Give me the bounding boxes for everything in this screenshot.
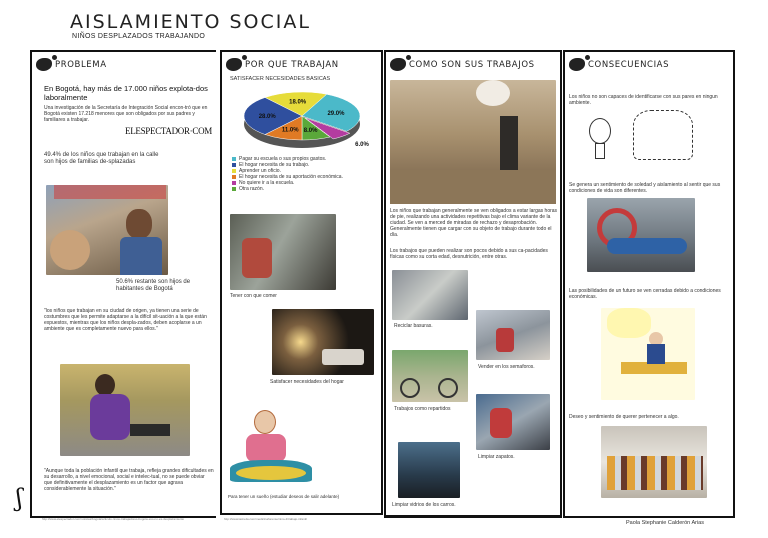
text-loneliness: Se genera un sentimiento de soledad y aislamiento al sentir que sus condiciones de vida son diferentes. (569, 182, 721, 194)
legend-label: No quiere ir a la escuela. (239, 180, 295, 186)
illustration-isolated-kids (583, 110, 695, 162)
text-working-conditions: Los niños que trabajan generalmente se ven obligados a estar largas horas de pie, realizando una actividades repetitivas bajo el clima variante de la ciudad. Se ven a merced de miradas de rechazo y desaprobación. Generalmente tienen que cargar con su objeto de trabajo durante todo el día. (390, 208, 558, 238)
heading-problema: PROBLEMA (55, 59, 107, 70)
legend-label: Aprender un oficio. (239, 168, 281, 174)
ink-splat-icon (569, 58, 585, 71)
pie-label: 11.0% (281, 127, 299, 134)
photo-traffic-vendor (476, 310, 550, 360)
heading-por-que: POR QUE TRABAJAN (245, 59, 339, 70)
page-title: AISLAMIENTO SOCIAL (70, 11, 311, 33)
stat-bogota: 50.6% restante son hijos de habitantes de Bogotá (116, 279, 191, 292)
photo-candle (272, 309, 374, 375)
text-limited-jobs: Los trabajos que pueden realizar son pocos debido a sus ca-pacidades físicas como su corta edad, desnutrición, entre otras. (390, 248, 548, 260)
caption-zapatos: Limpiar zapatos. (478, 454, 515, 460)
quote-adaptation: "los niños que trabajan en su ciudad de origen, ya tienen una serie de costumbres que les permite adaptarse a la difícil sit-uación a la que están expuestos, mientras que los niños despla-zados, deben acoplarse a un ambiente que es completamente nuevo para ellos." (44, 308, 207, 332)
pie-label: 29.0% (327, 110, 345, 117)
photo-street-vendor (390, 80, 556, 204)
column-problema (30, 50, 216, 521)
swirl-ornament-icon: ʃ (16, 484, 23, 512)
legend-label: El hogar necesita de su trabajo. (239, 162, 310, 168)
legend-swatch (232, 163, 236, 167)
caption-sueno: Para tener un sueño (estudiar deseos de salir adelante) (228, 494, 340, 499)
pie-label: 18.0% (289, 99, 307, 106)
illustration-office-man (601, 308, 695, 400)
page-subtitle: NIÑOS DESPLAZADOS TRABAJANDO (72, 33, 206, 40)
author-name: Paola Stephanie Calderón Arias (626, 520, 704, 526)
pie-label: 28.0% (258, 114, 276, 120)
caption-comer: Tener con que comer (230, 293, 277, 299)
column-por-que-trabajan (220, 50, 383, 521)
heading-como-son: COMO SON SUS TRABAJOS (409, 59, 535, 70)
caption-vidrios: Limpiar vidrios de los carros. (392, 502, 456, 508)
headline: En Bogotá, hay más de 17.000 niños explota-dos laboralmente (44, 84, 208, 102)
photo-car-window (398, 442, 460, 498)
source-logo: ELESPECTADOR·COM (125, 126, 212, 136)
intro-text: Una investigación de la Secretaría de Integración Social encon-tró que en Bogotá existen 17.218 menores que son obligados por sus padres y familiares a trabajar. (44, 105, 208, 123)
pie-chart (232, 84, 372, 156)
legend-swatch (232, 187, 236, 191)
column-como-son (384, 50, 562, 518)
pie-label: 8.0% (303, 127, 318, 134)
caption-semaforos: Vender en los semaforos. (478, 364, 535, 370)
column-consecuencias (563, 50, 735, 518)
photo-recycling (392, 270, 468, 320)
photo-bicycle (392, 350, 468, 402)
legend-swatch (232, 181, 236, 185)
legend-swatch (232, 157, 236, 161)
photo-eating (230, 214, 336, 290)
caption-hogar: Satisfacer necesidades del hogar (270, 379, 344, 385)
legend-label: Pagar su escuela o sus propios gastos. (239, 156, 327, 162)
ink-splat-icon (36, 58, 52, 71)
legend-item (232, 186, 382, 192)
heading-consecuencias: CONSECUENCIAS (588, 59, 670, 70)
chart-legend (232, 156, 382, 192)
source-url[interactable]: http://www.elespectador.com/noticias/bogota/articulo-ninos-trabajadores-bogota-eso-no-es-desplazamiento (42, 517, 185, 521)
text-identify: Los niños no son capaces de identificarse con sus pares en ningun ambiente. (569, 94, 718, 106)
caption-reciclar: Reciclar basuras. (394, 323, 433, 329)
photo-child-street (46, 185, 168, 275)
illustration-dreaming-girl (230, 404, 312, 488)
chart-title: SATISFACER NECESIDADES BASICAS (230, 76, 331, 82)
text-belong: Deseo y sentimiento de querer pertenecer a algo. (569, 414, 679, 420)
photo-sleeping-child (587, 198, 695, 272)
legend-label: Otra razón. (239, 186, 265, 192)
ink-splat-icon (226, 58, 242, 71)
legend-label: El hogar necesita de su aportación económica. (239, 174, 343, 180)
legend-swatch (232, 175, 236, 179)
legend-swatch (232, 169, 236, 173)
quote-development: "Aunque toda la población infantil que trabaja, refleja grandes dificultades en su desarrollo, a nivel emocional, social e intelec-tual, no se puede obviar que definitivamente el desplazamiento es un factor que agrava considerablemente la situación." (44, 468, 214, 492)
pie-label: 6.0% (355, 142, 369, 148)
text-future: Las posibilidades de un futuro se ven cerradas debido a condiciones económicas. (569, 288, 721, 300)
photo-shoe-shine (476, 394, 550, 450)
stat-displaced: 49.4% de los niños que trabajan en la calle son hijos de familias de-splazadas (44, 152, 159, 165)
ink-splat-icon (390, 58, 406, 71)
source-url-2[interactable]: http://www.lacnetw.com/medicinaforense/nino-4/trabajo-infantil (224, 517, 307, 521)
photo-children-group (601, 426, 707, 498)
caption-repartidos: Trabajos como repartidos (394, 406, 451, 412)
photo-mother-child (60, 364, 190, 456)
